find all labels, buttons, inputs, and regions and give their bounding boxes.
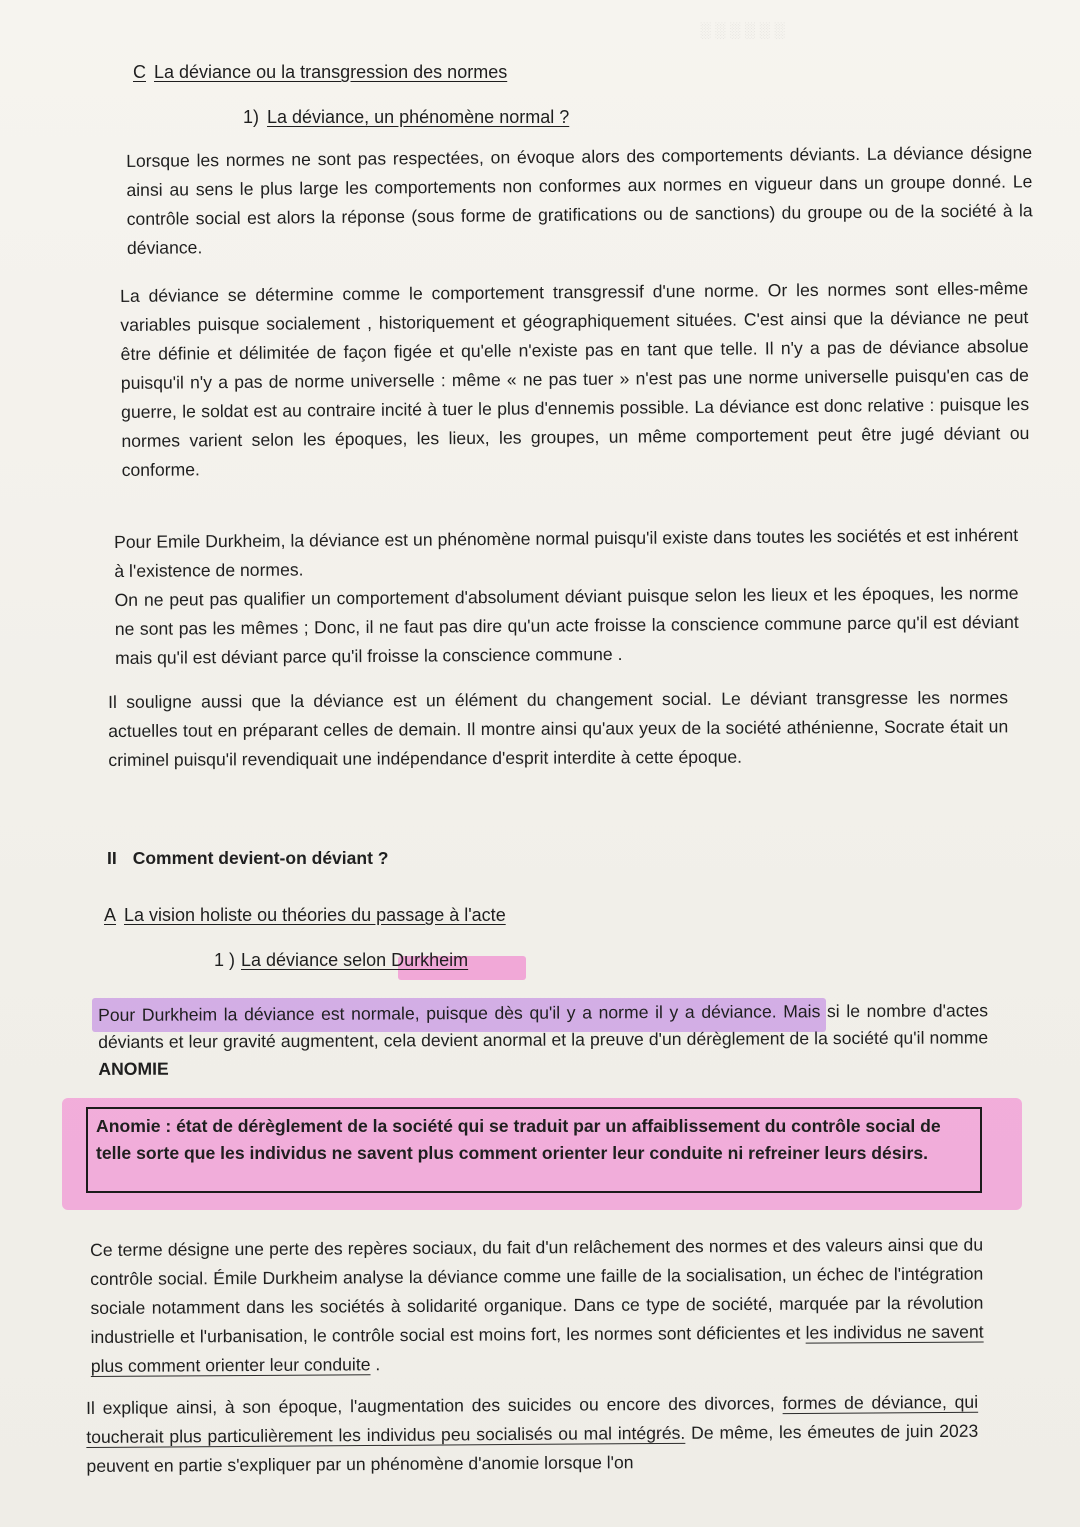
paragraph-social-change: Il souligne aussi que la déviance est un élément du changement social. Le déviant transgresse les normes actuelles tout en préparant celles de demain. Il montre ainsi qu'aux yeux de la société athénienne, Socrate était un criminel puisqu'il revendiquait une indépendance d'esprit interdite à cette époque. [108, 687, 1009, 770]
subsection-title: La déviance, un phénomène normal ? [267, 107, 570, 127]
section-c-title: La déviance ou la transgression des normes [154, 62, 508, 82]
definition-box [86, 1107, 982, 1193]
bleed-through: ░ ░ ░ ░ ░ ░ [700, 22, 785, 39]
paragraph-relative-deviance: La déviance se détermine comme le comportement transgressif d'une norme. Or les normes sont elles-même variables puisque socialement , historiquement et géographiquement situées. C'est ainsi que la déviance ne peut être définie et délimitée de façon figée et qu'elle n'existe pas en tant que telle. Il n'y a pas de déviance absolue puisqu'il n'y a pas de norme universelle : même « ne pas tuer » n'est pas une norme universelle puisqu'en cas de guerre, le soldat est au contraire incité à tuer le plus d'ennemis possible. La déviance est donc relative : puisque les normes varient selon les époques, les lieux, les groupes, un même comportement peut être jugé déviant ou conforme. [120, 278, 1030, 480]
paragraph-anomie-explanation: Ce terme désigne une perte des repères sociaux, du fait d'un relâchement des normes et des valeurs ainsi que du contrôle social. Émile Durkheim analyse la déviance comme une faille de la socialisation, un échec de l'intégration sociale notamment dans les sociétés à solidarité organique. Dans ce type de société, marquée par la révolution industrielle et l'urbanisation, le contrôle social est moins fort, les normes sont déficientes et les individus ne savent plus comment orienter leur conduite . [90, 1234, 984, 1376]
section-ii-title: Comment devient-on déviant ? [132, 848, 389, 868]
subsection-a1-heading: 1 ) La déviance selon Durkheim [214, 950, 469, 970]
underlined-phrase: les individus ne savent plus comment orienter leur conduite [90, 1321, 984, 1376]
section-c-heading: C La déviance ou la transgression des normes [133, 62, 508, 82]
anomie-term: ANOMIE [98, 1058, 169, 1079]
definition-text: Anomie : état de dérèglement de la société qui se traduit par un affaiblissement du contrôle social de telle sorte que les individus ne savent plus comment orienter leur conduite ni refreiner leurs désirs. [96, 1116, 941, 1163]
highlighted-sentence: Pour Durkheim la déviance est normale, puisque dès qu'il y a norme il y a déviance. [98, 1001, 777, 1025]
paragraph-suicides: Il explique ainsi, à son époque, l'augmentation des suicides ou encore des divorces, formes de déviance, qui toucherait plus particulièrement les individus peu socialisés ou mal intégrés. De même, les émeutes de juin 2023 peuvent en partie s'expliquer par un phénomène d'anomie lorsque l'on [86, 1391, 979, 1476]
subsection-a1-title: La déviance selon Durkheim [241, 950, 469, 970]
subsection-number: 1) [243, 107, 260, 127]
paragraph-durkheim-relative: On ne peut pas qualifier un comportement d'absolument déviant puisque selon les lieux et les époques, les norme ne sont pas les mêmes ; Donc, il ne faut pas dire qu'un acte froisse la conscience commune parce qu'il est déviant mais qu'il est déviant parce qu'il froisse la conscience commune . [114, 582, 1019, 668]
paragraph-durkheim-intro: Pour Emile Durkheim, la déviance est un phénomène normal puisqu'il existe dans toutes les sociétés et est inhérent à l'existence de normes. [114, 524, 1019, 581]
section-a-title: La vision holiste ou théories du passage à l'acte [124, 905, 506, 925]
durkheim-rest: Mais si le nombre d'actes déviants et leur gravité augmentent, cela devient anormal et la preuve d'un dérèglement de la société qu'il nomme [98, 1000, 989, 1052]
paragraph-durkheim-normal [114, 521, 1019, 673]
paragraph-definition-deviance: Lorsque les normes ne sont pas respectées, on évoque alors des comportements déviants. La déviance désigne ainsi au sens le plus large les comportements non conformes aux normes en vigueur dans un groupe donné. Le contrôle social est alors la réponse (sous forme de gratifications ou de sanctions) du groupe ou de la société à la déviance. [126, 142, 1033, 258]
section-a-heading: A La vision holiste ou théories du passage à l'acte [104, 905, 506, 925]
section-ii-heading: II Comment devient-on déviant ? [107, 848, 389, 868]
underlined-deviance-forms: formes de déviance, qui toucherait plus particulièrement les individus peu socialisés ou mal intégrés. [86, 1391, 979, 1447]
subsection-1-heading [243, 107, 569, 128]
paragraph-durkheim-anomie [98, 997, 988, 1083]
